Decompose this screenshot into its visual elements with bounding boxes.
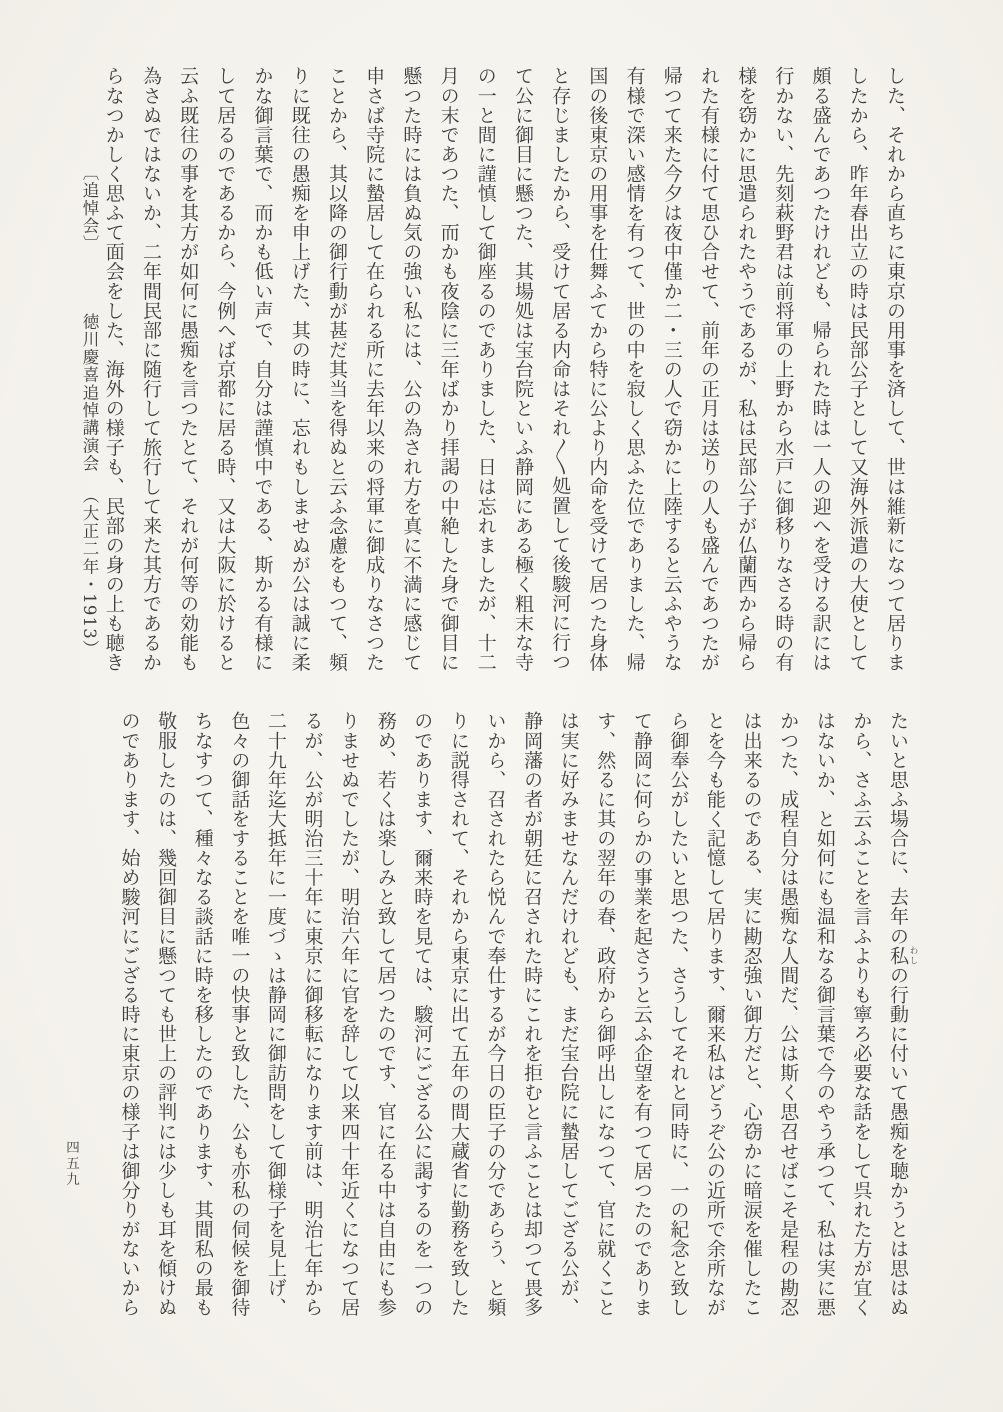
text-column: は出来るのである、実に勘忍強い御方だと、心窃かに暗涙を催したこ (740, 711, 763, 1318)
text-column: のであります、爾来時を見ては、駿河にござる公に謁するのを一つの (411, 711, 434, 1318)
top-text-block (95, 66, 913, 678)
text-column: は実に好みませなんだけれども、まだ宝台院に蟄居してござる公が、 (557, 711, 580, 1318)
text-column: す、然るに其の翌年の春、政府から御呼出しになつて、官に就くこと (594, 711, 617, 1318)
text-column: ら御奉公がしたいと思つた、さうしてそれと同時に、一の紀念と致し (667, 711, 690, 1318)
text-column: 務め、若くは楽しみと致して居つたのです、官に在る中は自由にも参 (374, 711, 397, 1318)
text-column: したから、昨年春出立の時は民部公子として又海外派遣の大使として (846, 66, 869, 673)
text-column: 様を窃かに思遣られたやうであるが、私は民部公子が仏蘭西から帰ら (735, 66, 758, 673)
text-column: 行かない、先刻萩野君は前将軍の上野から水戸に御移りなさる時の有 (772, 66, 795, 673)
text-column: りに既往の愚痴を申上げた、其の時に、忘れもしませぬが公は誠に柔 (288, 66, 311, 673)
caption-date: （大正二年・1913） (80, 486, 99, 658)
text-column: れた有様に付て思ひ合せて、前年の正月は送りの人も盛んであつたが (697, 66, 720, 673)
text-column: ちなすつて、種々なる談話に時を移したのであります、其間私の最も (191, 711, 214, 1318)
text-column: るが、公が明治三十年に東京に御移転になります前は、明治七年から (301, 711, 324, 1318)
text-column: の一と間に謹慎して御座るのでありました、日は忘れましたが、十二 (474, 66, 497, 673)
text-column: て静岡に何らかの事業を起さうと云ふ企望を有つて居つたのでありま (630, 711, 653, 1318)
text-column: と存じましたから、受けて居る内命はそれ〳〵処置して後駿河に行つ (549, 66, 572, 672)
text-column (879, 711, 918, 1325)
page-number: 四五九 (63, 1140, 79, 1188)
text-column: から、さふ云ふことを言ふよりも寧ろ必要な話をして呉れた方が宜く (850, 711, 873, 1318)
text-column: 頗る盛んであつたけれども、帰られた時は一人の迎へを受ける訳には (809, 66, 832, 673)
text-column: して居るのであるから、今例へば京都に居る時、又は大阪に於けると (214, 66, 237, 673)
text-run: たいと思ふ場合に、去年の (887, 711, 909, 946)
caption-event-label: 〔追悼会〕 (80, 164, 99, 253)
margin-caption (79, 164, 99, 657)
text-column: とを今も能く記憶して居ります、爾来私はどうぞ公の近所で余所なが (704, 711, 727, 1318)
text-column: 懸つた時には負ぬ気の強い私には、公の為され方を真に不満に感じて (400, 66, 423, 673)
text-column: いから、召されたら悦んで奉仕するが今日の臣子の分であらう、と頻 (484, 711, 507, 1318)
ruby-base: 私 (887, 945, 909, 966)
text-column: はないか、と如何にも温和なる御言葉で今のやう承つて、私は実に悪 (813, 711, 836, 1318)
ruby-annotation (887, 945, 918, 966)
text-column: らなつかしく思ふて面会をした、海外の様子も、民部の身の上も聴き (102, 66, 125, 673)
text-column: のであります、始め駿河にござる時に東京の様子は御分りがないから (118, 711, 141, 1318)
text-column: 云ふ既往の事を其方が如何に愚痴を言つたとて、それが何等の効能も (177, 66, 200, 673)
text-column: 有様で深い感情を有つて、世の中を寂しく思ふた位でありました、帰 (623, 66, 646, 673)
text-column: 月の末であつた、而かも夜陰に三年ばかり拝謁の中絶した身で御目に (437, 66, 460, 673)
text-run: の行動に付いて愚痴を聴かうとは思はぬ (887, 965, 909, 1318)
text-column: 為さぬではないか、二年間民部に随行して旅行して来た其方であるか (139, 66, 162, 673)
caption-title: 徳川慶喜追悼講演会 (80, 312, 99, 473)
text-column: 国の後東京の用事を仕舞ふてから特に公より内命を受けて居つた身体 (586, 66, 609, 673)
text-column: かつた、成程自分は愚痴な人間だ、公は斯く思召せばこそ是程の勘忍 (777, 711, 800, 1318)
text-column: 敬服したのは、幾回御目に懸つても世上の評判には少しも耳を傾けぬ (155, 711, 178, 1318)
text-column: ことから、其以降の御行動が甚だ其当を得ぬと云ふ念慮をもつて、頻 (325, 66, 348, 673)
text-column: 帰つて来た今夕は夜中僅か二・三の人で窃かに上陸すると云ふやうな (660, 66, 683, 673)
text-column: 色々の御話をすることを唯一の快事と致した、公も亦私の伺候を御待 (228, 711, 251, 1318)
furigana-text: わし (908, 945, 918, 966)
text-column: りに説得されて、それから東京に出て五年の間大蔵省に勤務を致した (447, 711, 470, 1318)
text-column: 申さば寺院に蟄居して在られる所に去年以来の将軍に御成りなさつた (363, 66, 386, 673)
bottom-text-block (111, 711, 918, 1325)
text-column: て公に御目に懸つた、其場処は宝台院といふ静岡にある極く粗末な寺 (511, 66, 534, 673)
text-column: した、それから直ちに東京の用事を済して、世は維新になつて居りま (884, 66, 906, 673)
text-column: かな御言葉で、而かも低い声で、自分は謹慎中である、斯かる有様に (251, 66, 274, 673)
text-column: りませぬでしたが、明治六年に官を辞して以来四十年近くになつて居 (338, 711, 361, 1318)
text-column: 二十九年迄大抵年に一度づゝは静岡に御訪問をして御様子を見上げ、 (264, 711, 287, 1318)
text-column: 静岡藩の者が朝廷に召された時にこれを拒むと言ふことは却つて畏多 (521, 711, 544, 1318)
